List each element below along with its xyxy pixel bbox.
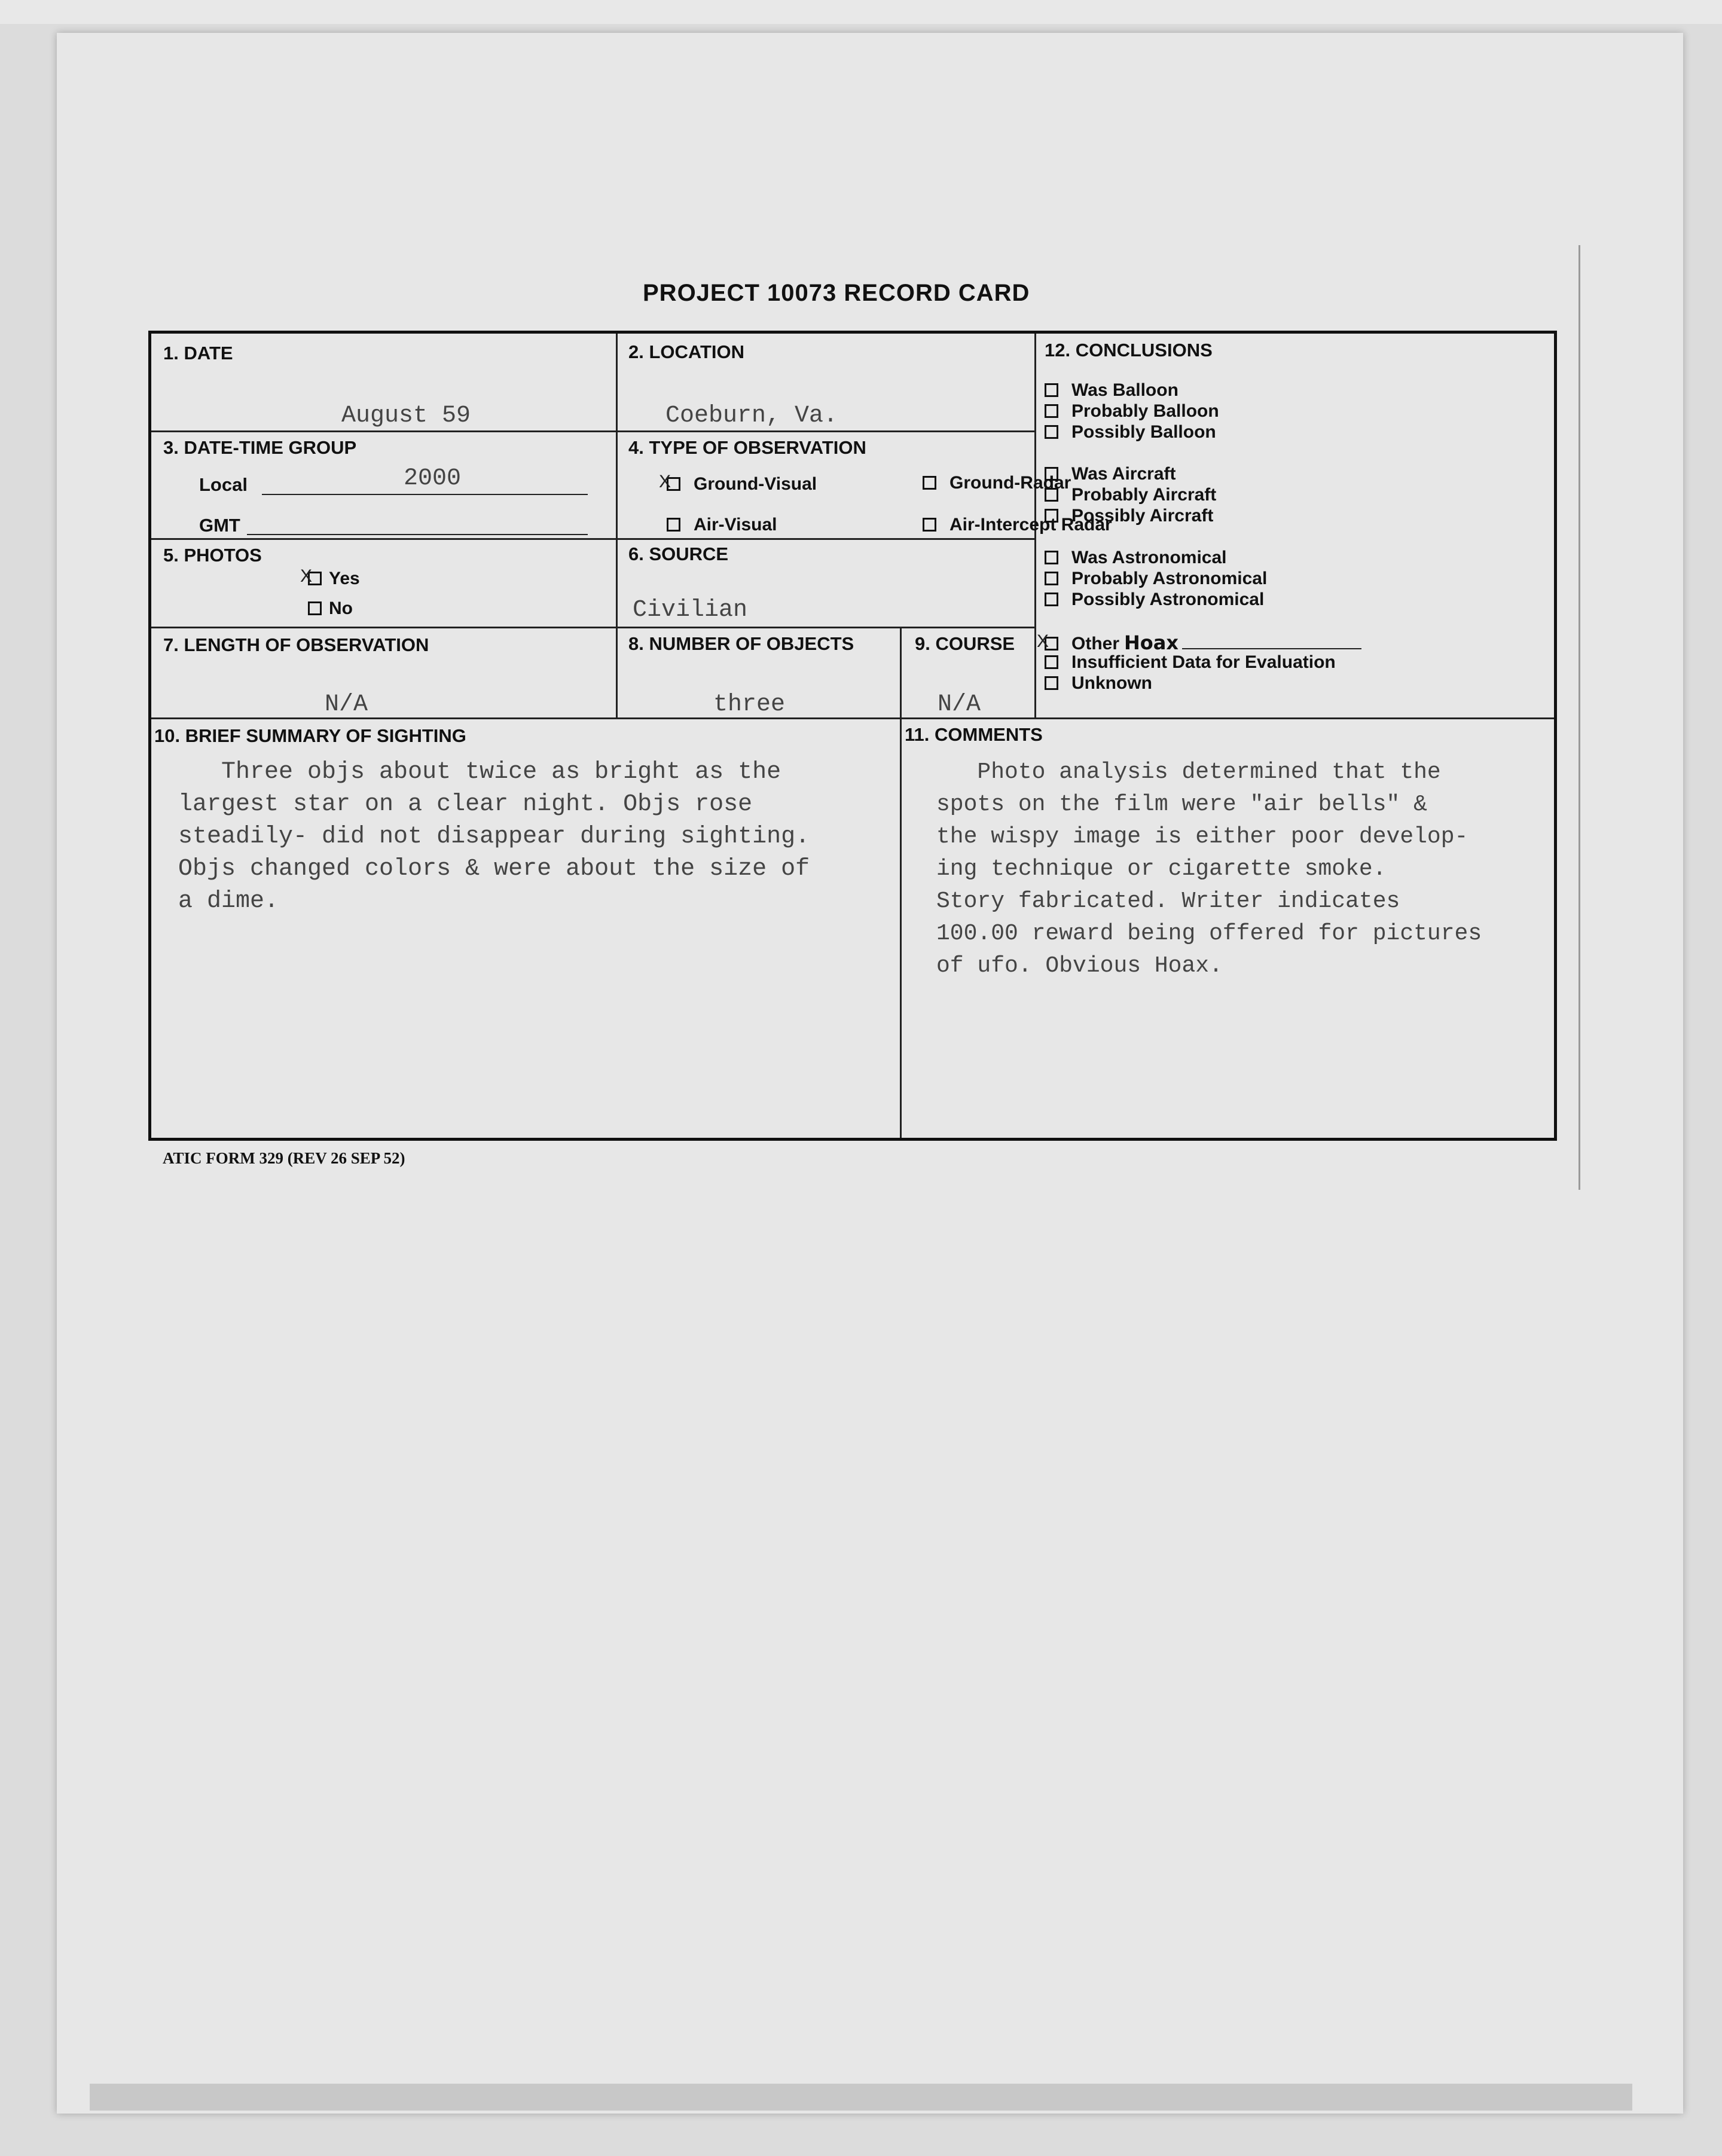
- photos-no-text: No: [329, 598, 353, 618]
- length-of-observation-cell: [151, 628, 618, 719]
- conclusion-possibly-balloon[interactable]: [1045, 422, 1216, 442]
- local-time-underline: [262, 494, 588, 495]
- conclusion-text: Was Aircraft: [1071, 464, 1176, 484]
- course-label: 9. COURSE: [915, 633, 1015, 654]
- number-of-objects-label: 8. NUMBER OF OBJECTS: [628, 633, 854, 654]
- ground-visual-option[interactable]: [667, 474, 817, 494]
- conclusion-text: Possibly Astronomical: [1071, 590, 1265, 609]
- source-value: Civilian: [633, 597, 748, 624]
- air-intercept-radar-checkbox[interactable]: [923, 518, 936, 532]
- comment-line: ing technique or cigarette smoke.: [936, 856, 1387, 882]
- photos-yes-option[interactable]: [308, 569, 360, 589]
- conclusion-text: Was Astronomical: [1071, 548, 1227, 567]
- conclusion-checkbox[interactable]: [1045, 404, 1058, 418]
- location-value: Coeburn, Va.: [665, 402, 838, 429]
- scan-bottom-strip: [90, 2084, 1632, 2111]
- summary-line: largest star on a clear night. Objs rose: [178, 791, 753, 818]
- photos-yes-checkbox[interactable]: [308, 572, 322, 585]
- summary-line: Three objs about twice as bright as the: [178, 759, 781, 786]
- other-handwritten-value: Hoax: [1124, 631, 1179, 654]
- comments-label: 11. COMMENTS: [905, 724, 1043, 745]
- comment-line: Story fabricated. Writer indicates: [936, 888, 1400, 914]
- conclusion-checkbox[interactable]: [1045, 593, 1058, 606]
- conclusion-checkbox[interactable]: [1045, 676, 1058, 690]
- local-time-value: 2000: [404, 465, 462, 492]
- photos-no-checkbox[interactable]: [308, 601, 322, 615]
- summary-line: Objs changed colors & were about the size of: [178, 856, 810, 882]
- conclusion-checkbox[interactable]: [1045, 572, 1058, 585]
- conclusion-checkbox[interactable]: [1045, 467, 1058, 481]
- sheet-edge-line: [1578, 245, 1580, 1190]
- comments-text: [936, 756, 1482, 982]
- conclusion-text: Probably Balloon: [1071, 401, 1219, 421]
- comments-cell: [902, 719, 1554, 1138]
- local-time-label: Local: [199, 474, 248, 495]
- number-of-objects-cell: [618, 628, 902, 719]
- conclusion-unknown[interactable]: [1045, 673, 1152, 694]
- comment-line: spots on the film were "air bells" &: [936, 792, 1427, 817]
- ground-radar-text: Ground-Radar: [949, 473, 1071, 493]
- ground-visual-text: Ground-Visual: [694, 474, 817, 494]
- date-time-group-cell: [151, 432, 618, 540]
- comment-line: of ufo. Obvious Hoax.: [936, 953, 1223, 979]
- conclusions-label: 12. CONCLUSIONS: [1045, 340, 1213, 361]
- course-value: N/A: [938, 691, 981, 718]
- conclusion-text: Probably Aircraft: [1071, 485, 1217, 505]
- conclusion-checkbox[interactable]: [1045, 637, 1058, 651]
- gmt-underline: [247, 534, 588, 535]
- conclusion-text: Possibly Balloon: [1071, 422, 1216, 442]
- conclusions-cell: [1036, 334, 1554, 719]
- date-label: 1. DATE: [163, 343, 233, 364]
- number-of-objects-value: three: [713, 691, 786, 718]
- conclusion-checkbox[interactable]: [1045, 425, 1058, 439]
- conclusion-other[interactable]: [1045, 631, 1361, 654]
- comment-line: 100.00 reward being offered for pictures: [936, 921, 1482, 946]
- record-card: [148, 331, 1557, 1141]
- scan-frame-top: [0, 0, 1722, 24]
- conclusion-text: Unknown: [1071, 673, 1152, 693]
- conclusion-probably-balloon[interactable]: [1045, 401, 1219, 422]
- type-of-observation-label: 4. TYPE OF OBSERVATION: [628, 437, 866, 458]
- air-visual-option[interactable]: [667, 515, 777, 535]
- conclusion-probably-astronomical[interactable]: [1045, 569, 1267, 589]
- type-of-observation-cell: [618, 432, 1112, 540]
- date-cell: [151, 334, 618, 432]
- source-cell: [618, 540, 1036, 628]
- ground-radar-checkbox[interactable]: [923, 476, 936, 490]
- conclusion-text: Insufficient Data for Evaluation: [1071, 652, 1336, 672]
- conclusion-insufficient-data[interactable]: [1045, 652, 1336, 673]
- gmt-label: GMT: [199, 515, 240, 536]
- air-visual-checkbox[interactable]: [667, 518, 680, 532]
- conclusion-checkbox[interactable]: [1045, 509, 1058, 523]
- conclusion-text: Probably Astronomical: [1071, 569, 1268, 588]
- conclusion-possibly-astronomical[interactable]: [1045, 590, 1264, 610]
- course-cell: [902, 628, 1036, 719]
- conclusion-was-balloon[interactable]: [1045, 380, 1178, 401]
- air-intercept-radar-text: Air-Intercept Radar: [949, 515, 1112, 535]
- photos-no-option[interactable]: [308, 598, 353, 619]
- conclusion-text: Possibly Aircraft: [1071, 506, 1214, 526]
- photos-label: 5. PHOTOS: [163, 545, 262, 566]
- form-number: ATIC FORM 329 (REV 26 SEP 52): [163, 1149, 405, 1167]
- conclusion-was-aircraft[interactable]: [1045, 464, 1176, 484]
- conclusion-text: Was Balloon: [1071, 380, 1178, 400]
- date-time-group-label: 3. DATE-TIME GROUP: [163, 437, 357, 458]
- other-underline: [1182, 648, 1361, 649]
- conclusion-probably-aircraft[interactable]: [1045, 485, 1216, 505]
- date-value: August 59: [341, 402, 471, 429]
- conclusion-checkbox[interactable]: [1045, 383, 1058, 397]
- conclusion-checkbox[interactable]: [1045, 655, 1058, 669]
- air-visual-text: Air-Visual: [694, 515, 777, 535]
- summary-line: steadily- did not disappear during sighting.: [178, 823, 810, 850]
- photos-yes-text: Yes: [329, 569, 360, 588]
- card-title: PROJECT 10073 RECORD CARD: [643, 280, 1030, 306]
- conclusion-text: Other: [1071, 634, 1120, 653]
- conclusion-was-astronomical[interactable]: [1045, 548, 1227, 568]
- brief-summary-label: 10. BRIEF SUMMARY OF SIGHTING: [154, 725, 466, 746]
- comment-line: Photo analysis determined that the: [936, 759, 1441, 785]
- brief-summary-text: [178, 756, 810, 918]
- length-of-observation-value: N/A: [325, 691, 368, 718]
- length-of-observation-label: 7. LENGTH OF OBSERVATION: [163, 634, 429, 655]
- source-label: 6. SOURCE: [628, 543, 729, 564]
- conclusion-possibly-aircraft[interactable]: [1045, 506, 1213, 526]
- comment-line: the wispy image is either poor develop-: [936, 824, 1468, 850]
- ground-visual-checkbox[interactable]: [667, 477, 680, 491]
- summary-line: a dime.: [178, 888, 279, 915]
- conclusion-checkbox[interactable]: [1045, 488, 1058, 502]
- photos-cell: [151, 540, 618, 628]
- location-label: 2. LOCATION: [628, 341, 745, 362]
- conclusion-checkbox[interactable]: [1045, 551, 1058, 564]
- brief-summary-cell: [151, 719, 902, 1138]
- location-cell: [618, 334, 1036, 432]
